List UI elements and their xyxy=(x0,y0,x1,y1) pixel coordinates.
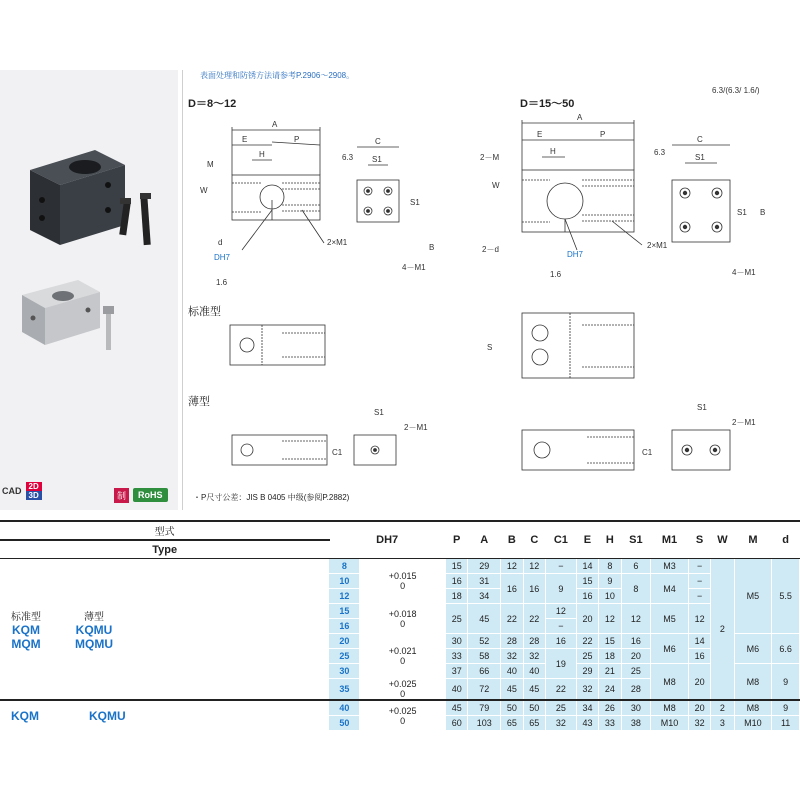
dim-2xm1-label-large: 2×M1 xyxy=(647,241,668,250)
cell-s1: 6 xyxy=(621,559,651,574)
cell-a: 66 xyxy=(468,664,501,679)
badge-3d[interactable]: 3D xyxy=(26,491,42,500)
cell-e: 43 xyxy=(576,716,598,731)
roughness-16-small: 1.6 xyxy=(216,278,228,287)
dim-2m1-thin-large: 2－M1 xyxy=(732,418,756,427)
type-thin-cn: 薄型 xyxy=(84,611,104,623)
cell-s1: 12 xyxy=(621,604,651,634)
cell-d-group3: 9 xyxy=(772,664,800,701)
d-value: 40 xyxy=(329,700,360,716)
cell-w: 2 xyxy=(711,700,734,716)
cell-a: 29 xyxy=(468,559,501,574)
d-value: 16 xyxy=(329,619,360,634)
dim-m-label: M xyxy=(207,160,214,169)
dim-s1-vert-large: S1 xyxy=(737,208,747,217)
cell-h: 18 xyxy=(599,649,621,664)
d-value: 20 xyxy=(329,634,360,649)
header-s: S xyxy=(688,521,710,559)
cell-s1: 25 xyxy=(621,664,651,679)
cell-p: 33 xyxy=(445,649,467,664)
cell-c1: 32 xyxy=(546,716,577,731)
configurable-badge: 制 xyxy=(114,488,129,503)
cell-m1: M4 xyxy=(651,574,689,604)
cell-s: 14 xyxy=(688,634,710,649)
header-s1: S1 xyxy=(621,521,651,559)
cell-a: 34 xyxy=(468,589,501,604)
size-range-small: D＝8～12 xyxy=(188,98,237,110)
cell-m1: M3 xyxy=(651,559,689,574)
dim-w-label-large: W xyxy=(492,181,500,190)
cell-e: 25 xyxy=(576,649,598,664)
cell-h: 8 xyxy=(599,559,621,574)
front-view-large xyxy=(480,113,668,279)
dim-2m-label: 2－M xyxy=(480,153,500,162)
cell-p: 30 xyxy=(445,634,467,649)
side-view-small xyxy=(342,137,434,272)
cell-h: 24 xyxy=(599,679,621,701)
d-value: 15 xyxy=(329,604,360,619)
dim-d-label: d xyxy=(218,238,223,247)
badge-group xyxy=(2,482,42,500)
section-standard-label: 标准型 xyxy=(188,306,221,318)
dim-w-label: W xyxy=(200,186,208,195)
dim-4m1-label-small: 4－M1 xyxy=(402,263,426,272)
type-kqmu-large[interactable]: KQMU xyxy=(89,708,126,723)
cell-b: 28 xyxy=(501,634,523,649)
d-value: 50 xyxy=(329,716,360,731)
dim-s1-vert-small: S1 xyxy=(410,198,420,207)
cell-s: − xyxy=(688,574,710,589)
d-tolerance: +0.018 0 xyxy=(360,604,446,634)
cell-p: 37 xyxy=(445,664,467,679)
thin-view-small xyxy=(232,408,428,465)
cell-m-group3: M8 xyxy=(734,664,772,701)
cell-s: 20 xyxy=(688,700,710,716)
cell-p: 45 xyxy=(445,700,467,716)
cell-c1: 19 xyxy=(546,649,577,679)
cell-h: 33 xyxy=(599,716,621,731)
cell-p: 40 xyxy=(445,679,467,701)
dim-h-label-large: H xyxy=(550,147,556,156)
dim-4m1-label-large: 4－M1 xyxy=(732,268,756,277)
technical-drawing xyxy=(182,85,796,490)
dim-c-label-small: C xyxy=(375,137,381,146)
dim-s-label: S xyxy=(487,343,493,352)
cell-s: 12 xyxy=(688,604,710,634)
dim-2xm1-label: 2×M1 xyxy=(327,238,348,247)
cell-m1: M6 xyxy=(651,634,689,664)
dim-dh7-label: DH7 xyxy=(214,253,231,262)
cell-c: 16 xyxy=(523,574,545,604)
side-view-large xyxy=(654,135,765,277)
size-range-large: D＝15～50 xyxy=(520,98,575,110)
cell-b: 65 xyxy=(501,716,523,731)
cell-a: 72 xyxy=(468,679,501,701)
roughness-symbol-label: 6.3/(6.3/ 1.6/) xyxy=(712,86,760,95)
cell-m: M8 xyxy=(734,700,772,716)
cell-m: M10 xyxy=(734,716,772,731)
rohs-badge: RoHS xyxy=(133,488,168,502)
tolerance-note: ・P尺寸公差：JIS B 0405 中级(参阅P.2882) xyxy=(193,493,350,502)
header-c: C xyxy=(523,521,545,559)
roughness-16-large: 1.6 xyxy=(550,270,562,279)
cell-c1: 9 xyxy=(546,574,577,604)
d-tolerance: +0.025 0 xyxy=(360,700,446,731)
cad-format-badge[interactable] xyxy=(26,482,42,500)
cell-e: 29 xyxy=(576,664,598,679)
cell-w: 3 xyxy=(711,716,734,731)
cell-m-group1: M5 xyxy=(734,559,772,634)
cell-c1: − xyxy=(546,619,577,634)
cell-s: − xyxy=(688,589,710,604)
cell-m1: M8 xyxy=(651,700,689,716)
dim-2m1-thin-small: 2－M1 xyxy=(404,423,428,432)
product-photo-dark-block xyxy=(0,70,178,510)
dim-s1-thin-large: S1 xyxy=(697,403,707,412)
cell-b: 12 xyxy=(501,559,523,574)
cell-b: 32 xyxy=(501,649,523,664)
standard-view-small xyxy=(230,325,325,365)
cell-e: 16 xyxy=(576,589,598,604)
dim-b-label-large: B xyxy=(760,208,766,217)
header-b: B xyxy=(501,521,523,559)
cell-b: 16 xyxy=(501,574,523,604)
surface-treatment-note[interactable]: 表面处理和防锈方法请参考P.2906～2908。 xyxy=(200,71,355,80)
cell-c: 28 xyxy=(523,634,545,649)
cell-c1: 12 xyxy=(546,604,577,619)
standard-view-large xyxy=(487,313,634,378)
d-tolerance: +0.025 0 xyxy=(360,679,446,701)
cell-p: 18 xyxy=(445,589,467,604)
header-e: E xyxy=(576,521,598,559)
section-thin-label: 薄型 xyxy=(188,396,210,408)
dim-dh7-label-large: DH7 xyxy=(567,250,584,259)
header-d-small: d xyxy=(772,521,800,559)
type-kqm-large[interactable]: KQM xyxy=(11,708,39,723)
cell-s: 32 xyxy=(688,716,710,731)
cell-m1: M10 xyxy=(651,716,689,731)
dim-s1-thin-small: S1 xyxy=(374,408,384,417)
cell-c: 40 xyxy=(523,664,545,679)
type-kqm[interactable]: KQM xyxy=(12,622,40,637)
header-d: DH7 xyxy=(329,521,446,559)
cell-m1: M8 xyxy=(651,664,689,701)
cell-d: 9 xyxy=(772,700,800,716)
cell-p: 25 xyxy=(445,604,467,634)
cell-a: 31 xyxy=(468,574,501,589)
header-m: M xyxy=(734,521,772,559)
cell-a: 52 xyxy=(468,634,501,649)
header-p: P xyxy=(445,521,467,559)
cell-c: 50 xyxy=(523,700,545,716)
dim-2d-label: 2－d xyxy=(482,245,499,254)
roughness-63-small: 6.3 xyxy=(342,153,354,162)
cell-c1: 25 xyxy=(546,700,577,716)
cell-m-group2: M6 xyxy=(734,634,772,664)
dim-c1-label-large: C1 xyxy=(642,448,653,457)
dim-p-label-large: P xyxy=(600,130,606,139)
d-value: 12 xyxy=(329,589,360,604)
cad-badge[interactable]: CAD xyxy=(2,486,22,496)
cell-b: 22 xyxy=(501,604,523,634)
header-c1: C1 xyxy=(546,521,577,559)
cell-c: 45 xyxy=(523,679,545,701)
type-standard-cn: 标准型 xyxy=(11,611,41,623)
cell-c: 65 xyxy=(523,716,545,731)
cell-h: 12 xyxy=(599,604,621,634)
cell-c: 22 xyxy=(523,604,545,634)
cell-s: 20 xyxy=(688,664,710,701)
cell-s1: 16 xyxy=(621,634,651,649)
thin-view-large xyxy=(522,403,756,470)
dim-s1-label-large: S1 xyxy=(695,153,705,162)
cell-b: 40 xyxy=(501,664,523,679)
roughness-63-large: 6.3 xyxy=(654,148,666,157)
cell-h: 21 xyxy=(599,664,621,679)
cell-e: 20 xyxy=(576,604,598,634)
d-tolerance: +0.021 0 xyxy=(360,634,446,679)
cell-h: 10 xyxy=(599,589,621,604)
cell-p: 60 xyxy=(445,716,467,731)
badge-2d[interactable]: 2D xyxy=(26,482,42,491)
type-mqmu[interactable]: MQMU xyxy=(75,636,113,651)
cell-c1: − xyxy=(546,559,577,574)
type-kqmu[interactable]: KQMU xyxy=(75,622,113,637)
dim-c-label-large: C xyxy=(697,135,703,144)
dim-b-label-small: B xyxy=(429,243,435,252)
cell-d: 11 xyxy=(772,716,800,731)
cell-d-group1: 5.5 xyxy=(772,559,800,634)
d-value: 10 xyxy=(329,574,360,589)
cell-s1: 38 xyxy=(621,716,651,731)
cell-c: 12 xyxy=(523,559,545,574)
dim-e-label: E xyxy=(242,135,248,144)
product-image-panel xyxy=(0,70,178,510)
cell-b: 45 xyxy=(501,679,523,701)
dim-p-label: P xyxy=(294,135,300,144)
header-m1: M1 xyxy=(651,521,689,559)
cell-a: 103 xyxy=(468,716,501,731)
header-h: H xyxy=(599,521,621,559)
dim-a-label-large: A xyxy=(577,113,583,122)
cell-e: 14 xyxy=(576,559,598,574)
dim-a-label: A xyxy=(272,120,278,129)
cell-s1: 30 xyxy=(621,700,651,716)
cell-e: 34 xyxy=(576,700,598,716)
d-value: 25 xyxy=(329,649,360,664)
cell-w-group: 2 xyxy=(711,559,734,701)
d-value: 8 xyxy=(329,559,360,574)
spec-table xyxy=(0,520,800,731)
cell-h: 15 xyxy=(599,634,621,649)
d-value: 35 xyxy=(329,679,360,701)
dim-e-label-large: E xyxy=(537,130,543,139)
cell-h: 9 xyxy=(599,574,621,589)
cell-s1: 28 xyxy=(621,679,651,701)
cell-h: 26 xyxy=(599,700,621,716)
cell-a: 58 xyxy=(468,649,501,664)
cell-e: 32 xyxy=(576,679,598,701)
cell-s: 16 xyxy=(688,649,710,664)
d-tolerance: +0.015 0 xyxy=(360,559,446,604)
dim-c1-label-small: C1 xyxy=(332,448,343,457)
header-type: Type xyxy=(1,540,329,559)
dim-s1-label-small: S1 xyxy=(372,155,382,164)
header-type-cn: 型式 xyxy=(1,521,329,540)
cell-a: 45 xyxy=(468,604,501,634)
cell-c: 32 xyxy=(523,649,545,664)
d-value: 30 xyxy=(329,664,360,679)
cell-s1: 8 xyxy=(621,574,651,604)
cell-m1: M5 xyxy=(651,604,689,634)
header-w: W xyxy=(711,521,734,559)
cell-c1: 22 xyxy=(546,679,577,701)
cell-p: 15 xyxy=(445,559,467,574)
cell-c1: 16 xyxy=(546,634,577,649)
cell-d-group2: 6.6 xyxy=(772,634,800,664)
cell-s1: 20 xyxy=(621,649,651,664)
cell-a: 79 xyxy=(468,700,501,716)
cell-p: 16 xyxy=(445,574,467,589)
type-cell-kqm xyxy=(1,700,329,731)
type-cell-standard xyxy=(1,559,329,701)
cell-s: − xyxy=(688,559,710,574)
dim-h-label: H xyxy=(259,150,265,159)
type-mqm[interactable]: MQM xyxy=(11,636,41,651)
cell-e: 22 xyxy=(576,634,598,649)
header-a: A xyxy=(468,521,501,559)
cell-e: 15 xyxy=(576,574,598,589)
front-view-small xyxy=(200,120,348,287)
cell-b: 50 xyxy=(501,700,523,716)
